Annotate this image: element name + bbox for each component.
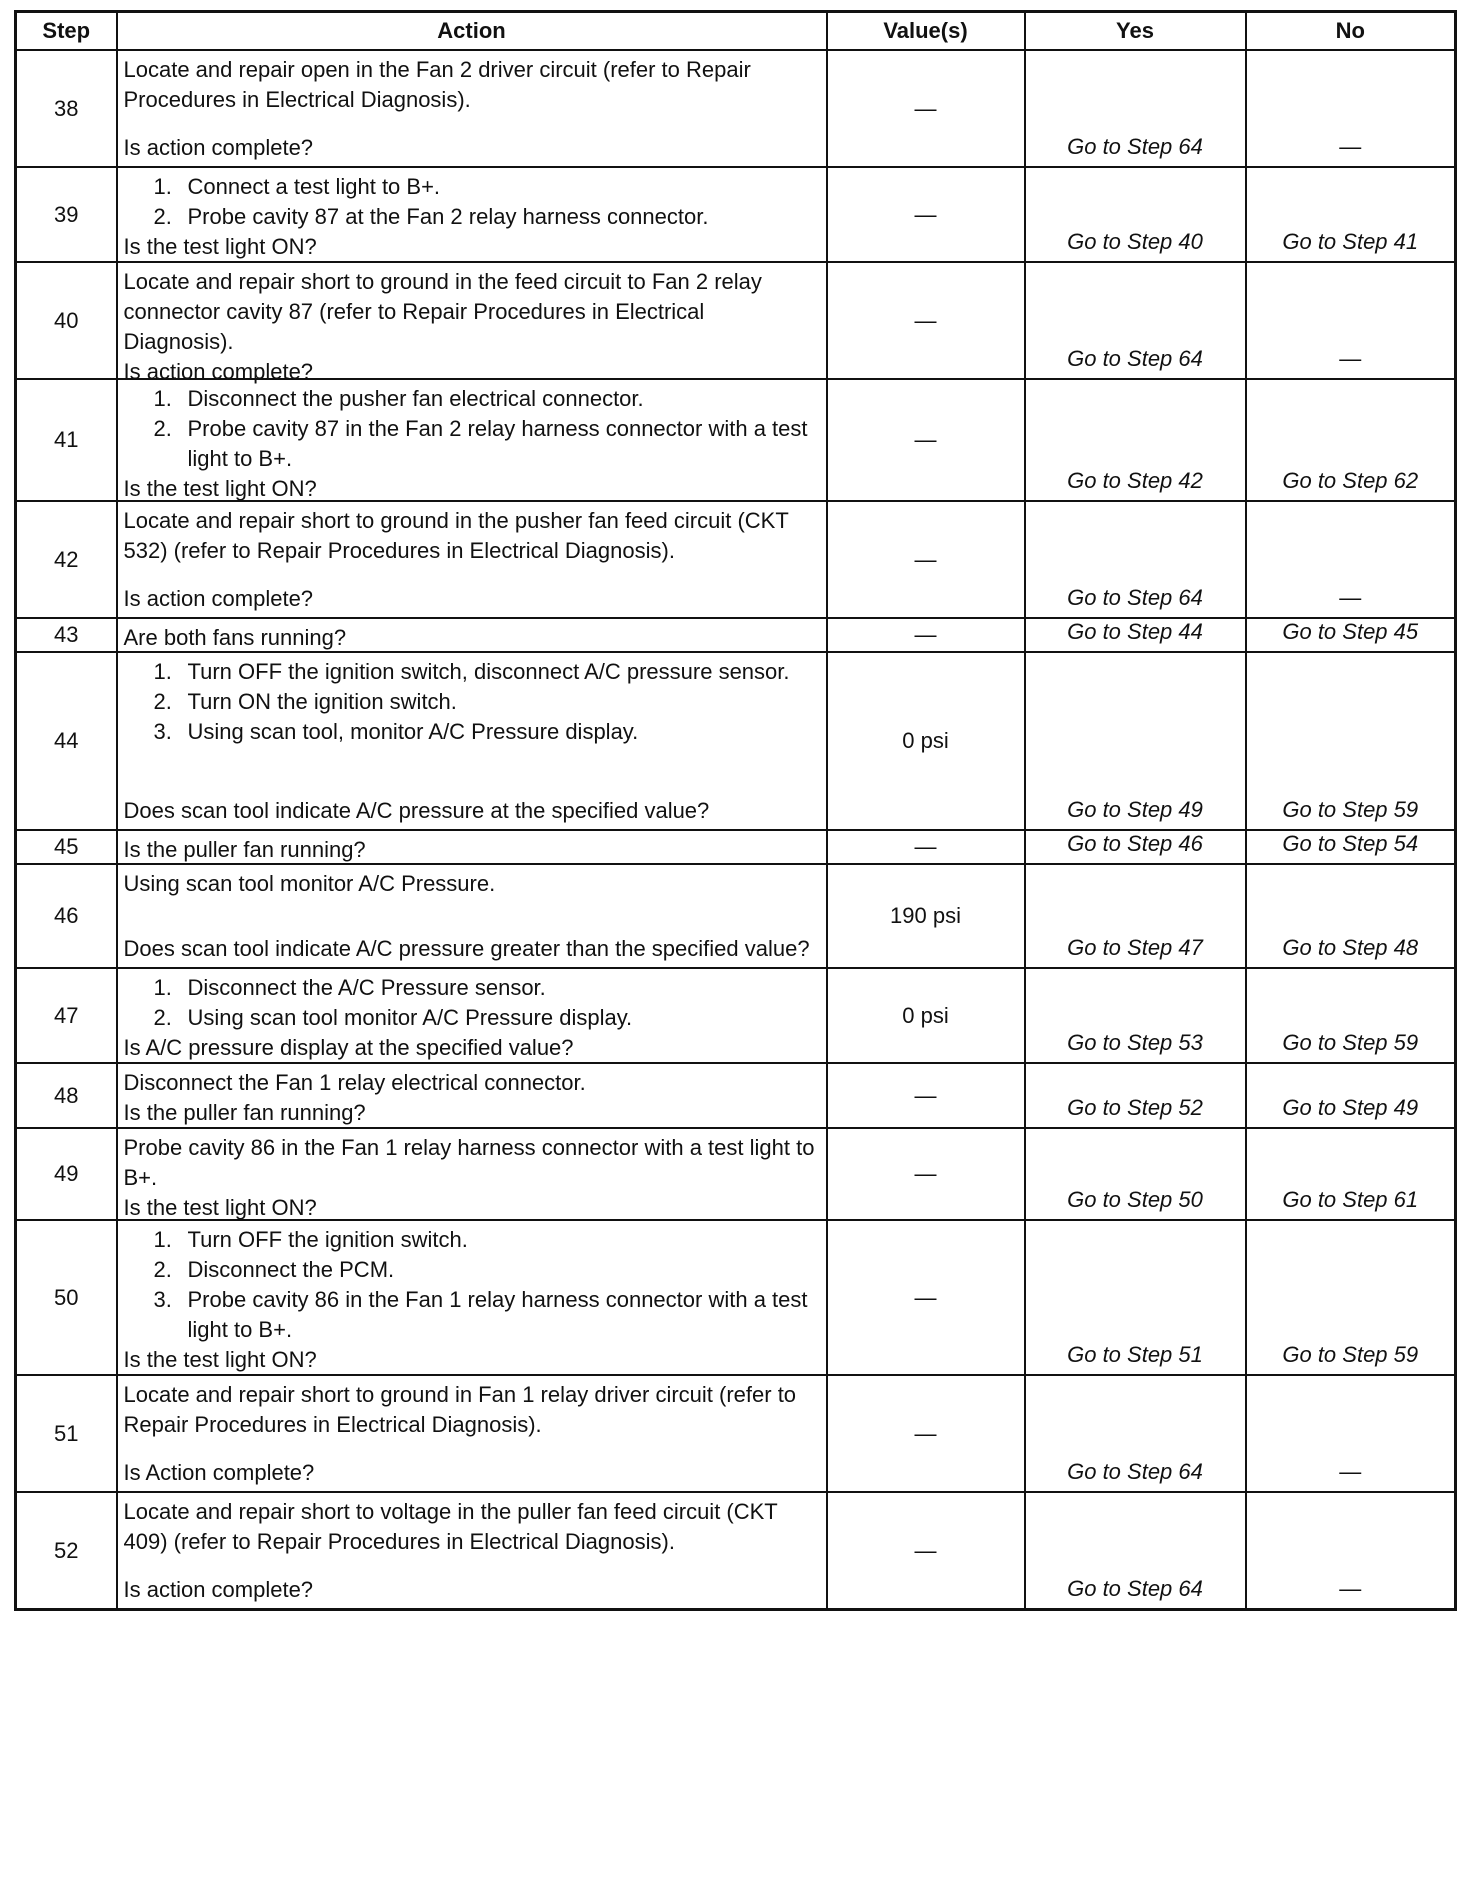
header-values: Value(s) (827, 12, 1025, 51)
action-question: Are both fans running? (123, 625, 347, 650)
list-item-text: Connect a test light to B+. (187, 174, 441, 199)
step-number: 47 (16, 968, 117, 1063)
action-cell (117, 830, 827, 864)
step-number: 50 (16, 1220, 117, 1375)
action-question: Is action complete? (123, 359, 314, 384)
action-cell (117, 968, 827, 1063)
action-steps-list (124, 384, 820, 474)
no-cell: Go to Step 59 (1246, 1220, 1456, 1375)
value-cell: 0 psi (827, 968, 1025, 1063)
header-action: Action (117, 12, 827, 51)
header-yes: Yes (1025, 12, 1246, 51)
action-cell (117, 262, 827, 384)
step-number: 51 (16, 1375, 117, 1492)
action-steps-list (124, 172, 820, 232)
value-cell: — (827, 501, 1025, 618)
table-row (16, 50, 1456, 167)
table-row (16, 1220, 1456, 1375)
action-text: Locate and repair short to ground in the feed circuit to Fan 2 relay connector cavity 87 (refer to Repair Procedures in Electrical Diagnosis). (123, 269, 762, 354)
action-steps-list (124, 973, 820, 1033)
list-item-text: Using scan tool, monitor A/C Pressure display. (187, 719, 639, 744)
list-item-text: Probe cavity 86 in the Fan 1 relay harness connector with a test light to B+. (187, 1287, 808, 1342)
list-item (154, 687, 820, 717)
step-number: 52 (16, 1492, 117, 1610)
list-item (154, 1003, 820, 1033)
list-item-number: 3. (153, 719, 172, 744)
no-cell: Go to Step 61 (1246, 1128, 1456, 1220)
no-cell: Go to Step 45 (1246, 618, 1456, 652)
list-item-number: 2. (153, 1257, 172, 1282)
yes-cell: Go to Step 47 (1025, 864, 1246, 968)
value-cell: — (827, 1375, 1025, 1492)
yes-cell: Go to Step 49 (1025, 652, 1246, 830)
yes-cell: Go to Step 64 (1025, 1492, 1246, 1610)
list-item (154, 717, 820, 747)
no-cell: — (1246, 262, 1456, 379)
action-cell (117, 1128, 827, 1220)
list-item (154, 384, 820, 414)
no-cell: Go to Step 62 (1246, 379, 1456, 501)
action-question: Is action complete? (123, 586, 314, 611)
no-cell: Go to Step 54 (1246, 830, 1456, 864)
list-item-number: 3. (153, 1287, 172, 1312)
action-question: Is A/C pressure display at the specified value? (123, 1035, 574, 1060)
no-cell: Go to Step 49 (1246, 1063, 1456, 1128)
table-row (16, 501, 1456, 618)
table-row (16, 864, 1456, 968)
table-row (16, 1492, 1456, 1610)
action-cell (117, 167, 827, 262)
table-row (16, 1375, 1456, 1492)
list-item-number: 1. (153, 174, 172, 199)
list-item-number: 1. (153, 1227, 172, 1252)
list-item (154, 973, 820, 1003)
list-item (154, 172, 820, 202)
action-question: Does scan tool indicate A/C pressure at the specified value? (123, 798, 710, 823)
no-cell: — (1246, 501, 1456, 618)
list-item-text: Disconnect the A/C Pressure sensor. (187, 975, 546, 1000)
action-cell (117, 50, 827, 167)
list-item-number: 2. (153, 204, 172, 229)
list-item (154, 202, 820, 232)
value-cell: 0 psi (827, 652, 1025, 830)
no-cell: Go to Step 48 (1246, 864, 1456, 968)
step-number: 45 (16, 830, 117, 864)
step-number: 38 (16, 50, 117, 167)
table-body (16, 50, 1456, 1610)
action-cell (117, 1063, 827, 1128)
list-item-text: Turn OFF the ignition switch. (187, 1227, 468, 1252)
header-row (16, 12, 1456, 51)
action-cell (117, 652, 827, 830)
yes-cell: Go to Step 50 (1025, 1128, 1246, 1220)
yes-cell: Go to Step 64 (1025, 1375, 1246, 1492)
value-cell: — (827, 1492, 1025, 1610)
value-cell: — (827, 830, 1025, 864)
action-question: Is the test light ON? (123, 1347, 317, 1372)
list-item-text: Using scan tool monitor A/C Pressure display. (187, 1005, 633, 1030)
list-item-number: 1. (153, 386, 172, 411)
table-row (16, 618, 1456, 652)
table-row (16, 262, 1456, 379)
list-item-text: Turn OFF the ignition switch, disconnect A/C pressure sensor. (187, 659, 790, 684)
list-item (154, 1225, 820, 1255)
list-item-text: Disconnect the PCM. (187, 1257, 395, 1282)
list-item-text: Turn ON the ignition switch. (187, 689, 457, 714)
no-cell: Go to Step 41 (1246, 167, 1456, 262)
value-cell: 190 psi (827, 864, 1025, 968)
action-question: Is the test light ON? (123, 1195, 317, 1220)
no-cell: Go to Step 59 (1246, 652, 1456, 830)
step-number: 49 (16, 1128, 117, 1220)
action-question: Is the test light ON? (123, 476, 317, 501)
action-text: Locate and repair short to ground in Fan 1 relay driver circuit (refer to Repair Procedures in Electrical Diagnosis). (123, 1382, 797, 1437)
value-cell: — (827, 262, 1025, 379)
action-cell (117, 1220, 827, 1375)
value-cell: — (827, 50, 1025, 167)
table-row (16, 830, 1456, 864)
action-cell (117, 864, 827, 968)
table-row (16, 1063, 1456, 1128)
yes-cell: Go to Step 52 (1025, 1063, 1246, 1128)
yes-cell: Go to Step 53 (1025, 968, 1246, 1063)
yes-cell: Go to Step 42 (1025, 379, 1246, 501)
yes-cell: Go to Step 44 (1025, 618, 1246, 652)
table-row (16, 379, 1456, 501)
no-cell: — (1246, 1375, 1456, 1492)
step-number: 48 (16, 1063, 117, 1128)
value-cell: — (827, 1128, 1025, 1220)
value-cell: — (827, 1220, 1025, 1375)
action-cell (117, 618, 827, 652)
action-question: Is the puller fan running? (123, 1100, 366, 1125)
action-question: Is the test light ON? (123, 234, 317, 259)
table-row (16, 1128, 1456, 1220)
diagnostic-table (14, 10, 1457, 1611)
action-text: Locate and repair open in the Fan 2 driver circuit (refer to Repair Procedures in Electrical Diagnosis). (123, 57, 751, 112)
no-cell: — (1246, 1492, 1456, 1610)
action-question: Does scan tool indicate A/C pressure greater than the specified value? (123, 936, 810, 961)
yes-cell: Go to Step 64 (1025, 50, 1246, 167)
step-number: 40 (16, 262, 117, 379)
no-cell: — (1246, 50, 1456, 167)
action-cell (117, 1492, 827, 1610)
action-question: Is the puller fan running? (123, 837, 366, 862)
yes-cell: Go to Step 51 (1025, 1220, 1246, 1375)
action-question: Is action complete? (123, 135, 314, 160)
action-steps-list (124, 1225, 820, 1345)
action-question: Is Action complete? (123, 1460, 315, 1485)
table-row (16, 167, 1456, 262)
value-cell: — (827, 1063, 1025, 1128)
table-row (16, 652, 1456, 830)
list-item-number: 2. (153, 416, 172, 441)
action-text: Locate and repair short to ground in the pusher fan feed circuit (CKT 532) (refer to Repair Procedures in Electrical Diagnosis). (123, 508, 789, 563)
action-cell (117, 1375, 827, 1492)
step-number: 44 (16, 652, 117, 830)
action-question: Is action complete? (123, 1577, 314, 1602)
action-cell (117, 501, 827, 618)
header-step: Step (16, 12, 117, 51)
no-cell: Go to Step 59 (1246, 968, 1456, 1063)
list-item (154, 1285, 820, 1345)
yes-cell: Go to Step 64 (1025, 501, 1246, 618)
yes-cell: Go to Step 64 (1025, 262, 1246, 379)
header-no: No (1246, 12, 1456, 51)
action-text: Using scan tool monitor A/C Pressure. (123, 871, 496, 896)
yes-cell: Go to Step 46 (1025, 830, 1246, 864)
list-item (154, 414, 820, 474)
action-cell (117, 379, 827, 501)
list-item-text: Disconnect the pusher fan electrical connector. (187, 386, 644, 411)
list-item-number: 2. (153, 1005, 172, 1030)
step-number: 41 (16, 379, 117, 501)
action-text: Disconnect the Fan 1 relay electrical connector. (123, 1070, 586, 1095)
action-text: Locate and repair short to voltage in the puller fan feed circuit (CKT 409) (refer to Repair Procedures in Electrical Diagnosis). (123, 1499, 778, 1554)
value-cell: — (827, 379, 1025, 501)
list-item-text: Probe cavity 87 at the Fan 2 relay harness connector. (187, 204, 709, 229)
yes-cell: Go to Step 40 (1025, 167, 1246, 262)
step-number: 46 (16, 864, 117, 968)
step-number: 43 (16, 618, 117, 652)
action-text: Probe cavity 86 in the Fan 1 relay harness connector with a test light to B+. (123, 1135, 815, 1190)
list-item-number: 1. (153, 975, 172, 1000)
list-item-text: Probe cavity 87 in the Fan 2 relay harness connector with a test light to B+. (187, 416, 808, 471)
list-item-number: 1. (153, 659, 172, 684)
list-item (154, 657, 820, 687)
step-number: 42 (16, 501, 117, 618)
list-item-number: 2. (153, 689, 172, 714)
action-steps-list (124, 657, 820, 747)
value-cell: — (827, 618, 1025, 652)
value-cell: — (827, 167, 1025, 262)
list-item (154, 1255, 820, 1285)
table-row (16, 968, 1456, 1063)
step-number: 39 (16, 167, 117, 262)
